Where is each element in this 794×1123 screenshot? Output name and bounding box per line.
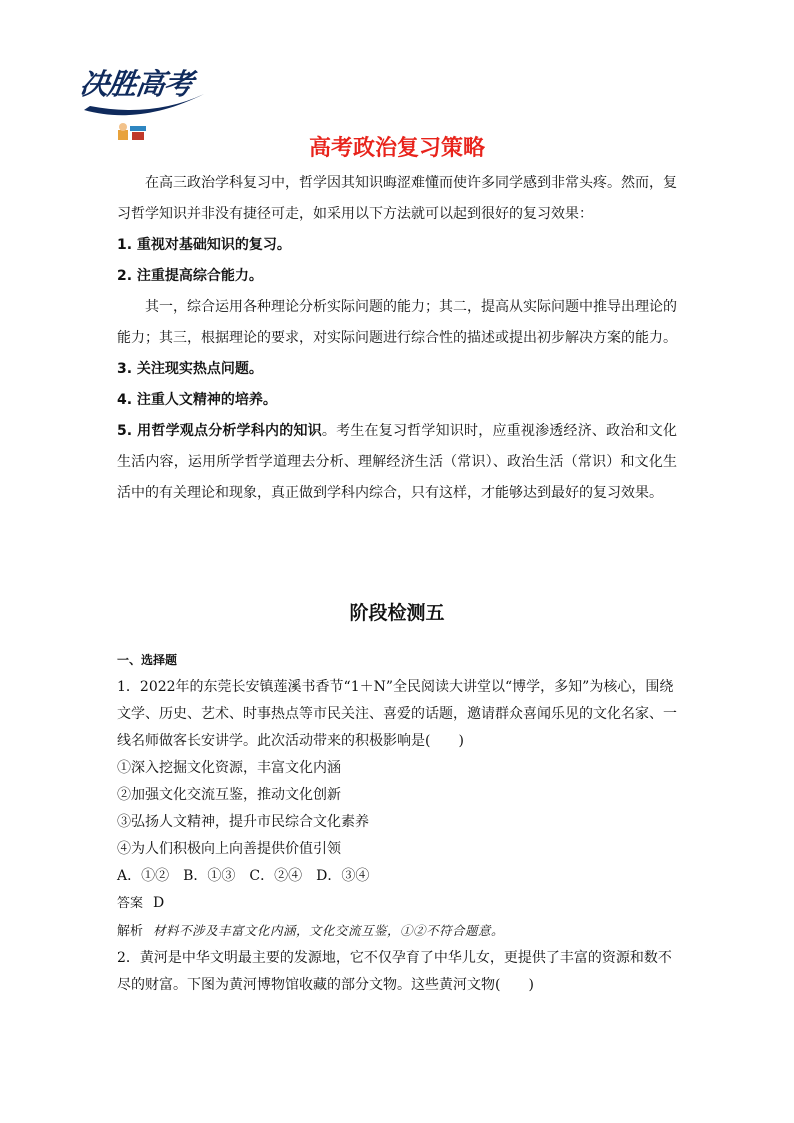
question-1-explanation: 解析 材料不涉及丰富文化内涵，文化交流互鉴，①②不符合题意。 — [117, 923, 505, 939]
question-1-option: ①深入挖掘文化资源，丰富文化内涵 — [117, 760, 341, 776]
intro-paragraph: 在高三政治学科复习中，哲学因其知识晦涩难懂而使许多同学感到非常头疼。然而，复习哲学知识并非没有捷径可走，如采用以下方法就可以起到很好的复习效果： — [117, 175, 677, 222]
page-title: 高考政治复习策略 — [308, 136, 485, 161]
question-2-stem: 2．黄河是中华文明最主要的发源地，它不仅孕育了中华儿女，更提供了丰富的资源和数不尽的财富。下图为黄河博物馆收藏的部分文物。这些黄河文物( ) — [117, 950, 672, 993]
question-1-option: ③弘扬人文精神，提升市民综合文化素养 — [117, 814, 369, 830]
strategy-content — [117, 168, 677, 509]
point-1: 1. 重视对基础知识的复习。 — [117, 237, 291, 253]
logo-text: 决胜高考 — [77, 67, 195, 101]
point-2-body: 其一，综合运用各种理论分析实际问题的能力；其二，提高从实际问题中推导出理论的能力；其三，根据理论的要求，对实际问题进行综合性的描述或提出初步解决方案的能力。 — [117, 299, 677, 346]
point-5: 5. 用哲学观点分析学科内的知识。考生在复习哲学知识时，应重视渗透经济、政治和文化生活内容，运用所学哲学道理去分析、理解经济生活（常识）、政治生活（常识）和文化生活中的有关理论和现象，真正做到学科内综合，只有这样，才能够达到最好的复习效果。 — [117, 423, 677, 501]
question-1-option: ④为人们积极向上向善提供价值引领 — [117, 841, 341, 857]
question-1-stem: 1．2022年的东莞长安镇莲溪书香节“1＋N”全民阅读大讲堂以“博学，多知”为核心，围绕文学、历史、艺术、时事热点等市民关注、喜爱的话题，邀请群众喜闻乐见的文化名家、一线名师做客长安讲学。此次活动带来的积极影响是( ) — [117, 679, 677, 749]
question-1-option: ②加强文化交流互鉴，推动文化创新 — [117, 787, 341, 803]
quiz-content — [117, 647, 677, 999]
point-2: 2. 注重提高综合能力。 — [117, 268, 263, 284]
section-title: 阶段检测五 — [349, 602, 445, 624]
quiz-section-label: 一、选择题 — [117, 653, 178, 667]
point-4: 4. 注重人文精神的培养。 — [117, 392, 277, 408]
question-1-answer: 答案 D — [117, 895, 165, 911]
point-3: 3. 关注现实热点问题。 — [117, 361, 263, 377]
question-1-choices: A．①② B．①③ C．②④ D．③④ — [117, 868, 370, 884]
brand-logo — [77, 62, 208, 142]
